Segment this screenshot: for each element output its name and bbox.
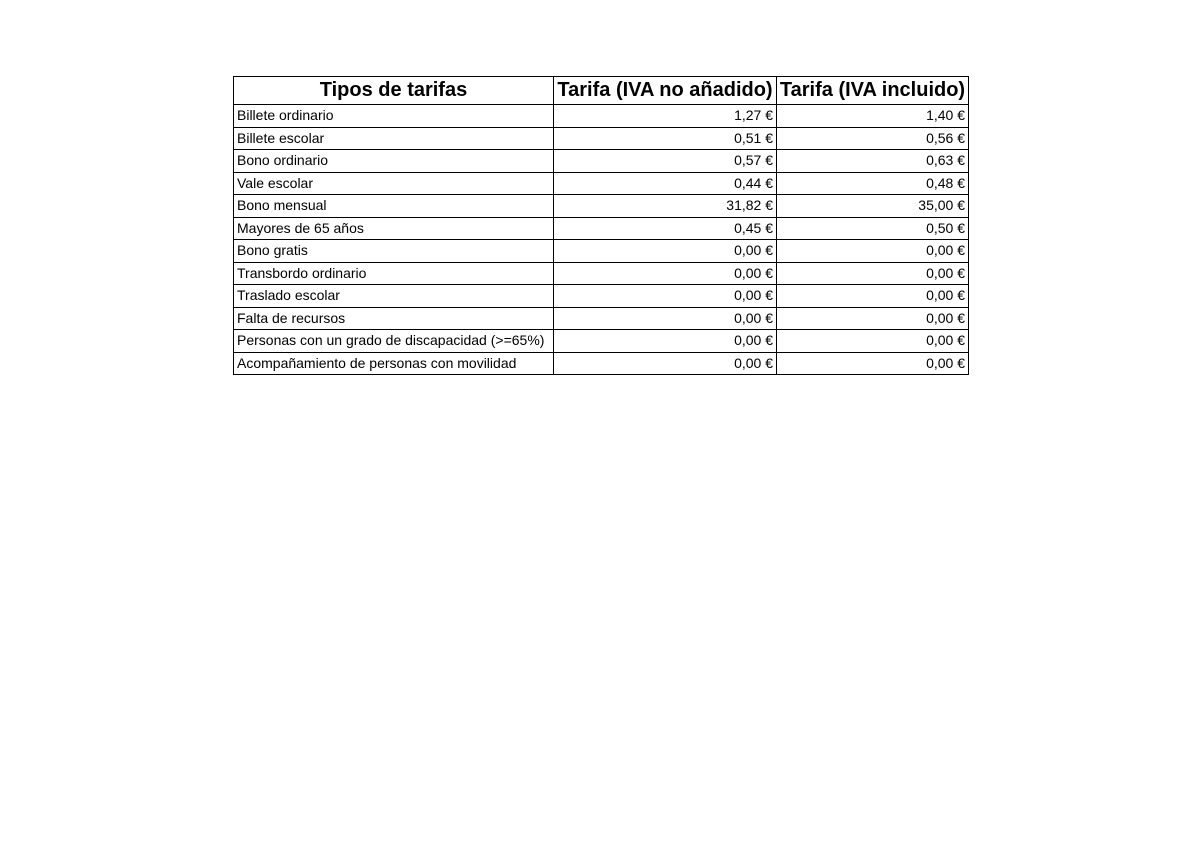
fare-without-vat-cell: 0,57 €: [554, 150, 777, 173]
table-row: [234, 150, 969, 173]
fare-type-cell: Personas con un grado de discapacidad (>=65%): [234, 330, 554, 353]
fare-type-cell: Falta de recursos: [234, 307, 554, 330]
table-row: [234, 127, 969, 150]
fare-with-vat-cell: 0,00 €: [777, 352, 969, 375]
fare-without-vat-cell: 0,44 €: [554, 172, 777, 195]
fare-without-vat-cell: 0,00 €: [554, 285, 777, 308]
table-row: [234, 172, 969, 195]
fare-without-vat-cell: 31,82 €: [554, 195, 777, 218]
fare-type-cell: Acompañamiento de personas con movilidad: [234, 352, 554, 375]
fare-with-vat-cell: 0,00 €: [777, 285, 969, 308]
fare-type-cell: Billete ordinario: [234, 105, 554, 128]
table-row: [234, 352, 969, 375]
fare-with-vat-cell: 0,00 €: [777, 330, 969, 353]
fare-without-vat-cell: 0,00 €: [554, 352, 777, 375]
fare-without-vat-cell: 0,00 €: [554, 307, 777, 330]
table-row: [234, 240, 969, 263]
fare-type-cell: Traslado escolar: [234, 285, 554, 308]
fare-type-cell: Vale escolar: [234, 172, 554, 195]
fare-without-vat-cell: 0,51 €: [554, 127, 777, 150]
fare-with-vat-cell: 1,40 €: [777, 105, 969, 128]
fare-type-cell: Bono gratis: [234, 240, 554, 263]
fare-without-vat-cell: 0,45 €: [554, 217, 777, 240]
table-row: [234, 105, 969, 128]
table-row: [234, 262, 969, 285]
header-fare-type: Tipos de tarifas: [234, 77, 554, 105]
fare-without-vat-cell: 0,00 €: [554, 262, 777, 285]
fare-with-vat-cell: 0,56 €: [777, 127, 969, 150]
header-row: [234, 77, 969, 105]
fare-with-vat-cell: 0,63 €: [777, 150, 969, 173]
table-row: [234, 195, 969, 218]
fare-type-cell: Bono ordinario: [234, 150, 554, 173]
fare-type-cell: Mayores de 65 años: [234, 217, 554, 240]
fare-with-vat-cell: 0,50 €: [777, 217, 969, 240]
fares-table: [233, 76, 969, 375]
table-header: [234, 77, 969, 105]
fare-without-vat-cell: 1,27 €: [554, 105, 777, 128]
fare-type-cell: Billete escolar: [234, 127, 554, 150]
fare-with-vat-cell: 0,48 €: [777, 172, 969, 195]
fare-with-vat-cell: 0,00 €: [777, 240, 969, 263]
fare-type-cell: Bono mensual: [234, 195, 554, 218]
fare-with-vat-cell: 35,00 €: [777, 195, 969, 218]
header-fare-with-vat: Tarifa (IVA incluido): [777, 77, 969, 105]
fare-with-vat-cell: 0,00 €: [777, 307, 969, 330]
table-row: [234, 330, 969, 353]
fare-type-cell: Transbordo ordinario: [234, 262, 554, 285]
table-body: [234, 105, 969, 375]
fare-without-vat-cell: 0,00 €: [554, 240, 777, 263]
header-fare-without-vat: Tarifa (IVA no añadido): [554, 77, 777, 105]
table-row: [234, 285, 969, 308]
fare-without-vat-cell: 0,00 €: [554, 330, 777, 353]
fare-with-vat-cell: 0,00 €: [777, 262, 969, 285]
table-row: [234, 217, 969, 240]
table-row: [234, 307, 969, 330]
